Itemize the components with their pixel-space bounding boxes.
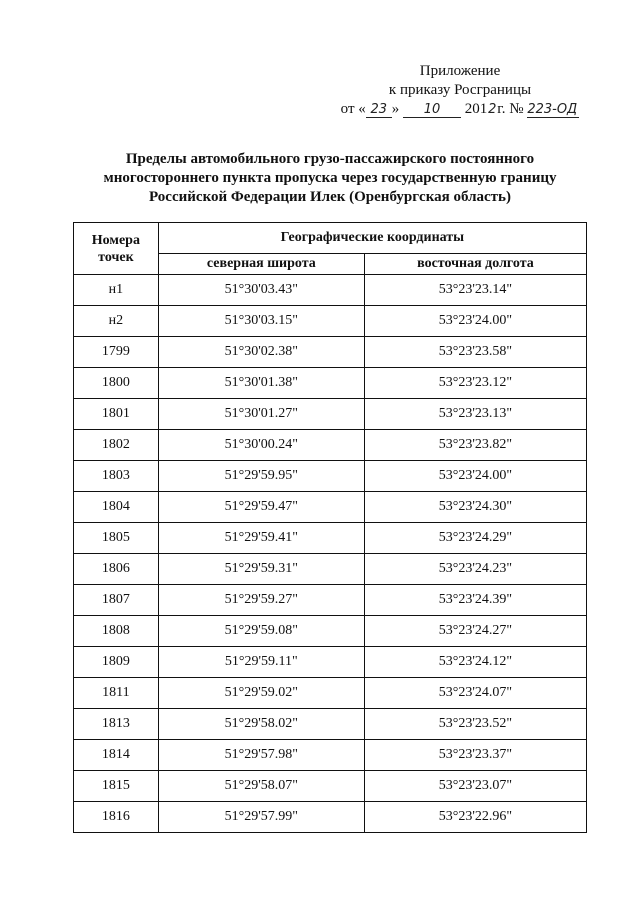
table-row (74, 616, 587, 647)
latitude-cell: 51°29'57.98" (158, 740, 364, 771)
title-line-3: Российской Федерации Илек (Оренбургская область) (149, 189, 511, 205)
table-row (74, 802, 587, 833)
table-row (74, 337, 587, 368)
point-number-cell: н2 (74, 306, 159, 337)
table-row (74, 523, 587, 554)
header-longitude: восточная долгота (364, 254, 586, 275)
order-date-line (341, 100, 580, 119)
longitude-cell: 53°23'24.23" (364, 554, 586, 585)
header-point-numbers-line1: Номера (91, 232, 140, 248)
longitude-cell: 53°23'24.00" (364, 306, 586, 337)
point-number-cell: 1813 (74, 709, 159, 740)
point-number-cell: 1811 (74, 678, 159, 709)
table-row (74, 585, 587, 616)
handwritten-year-digit: 2 (488, 102, 497, 117)
table-row (74, 430, 587, 461)
point-number-cell: 1802 (74, 430, 159, 461)
longitude-cell: 53°23'24.39" (364, 585, 586, 616)
year-suffix: г. № (497, 101, 524, 117)
table-row (74, 740, 587, 771)
table-row (74, 306, 587, 337)
header-latitude: северная широта (158, 254, 364, 275)
longitude-cell: 53°23'24.00" (364, 461, 586, 492)
latitude-cell: 51°29'59.41" (158, 523, 364, 554)
year-prefix: 201 (464, 101, 488, 117)
longitude-cell: 53°23'23.37" (364, 740, 586, 771)
title-line-2: многостороннего пункта пропуска через государственную границу (103, 170, 557, 186)
point-number-cell: 1804 (74, 492, 159, 523)
longitude-cell: 53°23'23.13" (364, 399, 586, 430)
appendix-header (330, 62, 590, 119)
point-number-cell: 1809 (74, 647, 159, 678)
point-number-cell: 1816 (74, 802, 159, 833)
longitude-cell: 53°23'24.30" (364, 492, 586, 523)
table-row (74, 368, 587, 399)
longitude-cell: 53°23'24.29" (364, 523, 586, 554)
table-row (74, 647, 587, 678)
latitude-cell: 51°29'58.07" (158, 771, 364, 802)
table-row (74, 678, 587, 709)
point-number-cell: 1799 (74, 337, 159, 368)
table-row (74, 492, 587, 523)
latitude-cell: 51°29'59.08" (158, 616, 364, 647)
latitude-cell: 51°29'59.02" (158, 678, 364, 709)
title-line-1: Пределы автомобильного грузо-пассажирского постоянного (125, 151, 535, 167)
longitude-cell: 53°23'24.12" (364, 647, 586, 678)
latitude-cell: 51°29'57.99" (158, 802, 364, 833)
latitude-cell: 51°30'02.38" (158, 337, 364, 368)
latitude-cell: 51°30'00.24" (158, 430, 364, 461)
longitude-cell: 53°23'23.58" (364, 337, 586, 368)
header-point-numbers (74, 223, 159, 275)
table-row (74, 399, 587, 430)
appendix-label: Приложение (419, 63, 501, 79)
point-number-cell: н1 (74, 275, 159, 306)
table-row (74, 771, 587, 802)
header-point-numbers-line2: точек (98, 249, 134, 265)
point-number-cell: 1805 (74, 523, 159, 554)
coordinates-table (73, 222, 587, 833)
longitude-cell: 53°23'23.07" (364, 771, 586, 802)
point-number-cell: 1807 (74, 585, 159, 616)
table-row (74, 275, 587, 306)
point-number-cell: 1808 (74, 616, 159, 647)
point-number-cell: 1803 (74, 461, 159, 492)
point-number-cell: 1801 (74, 399, 159, 430)
latitude-cell: 51°29'59.95" (158, 461, 364, 492)
table-row (74, 709, 587, 740)
longitude-cell: 53°23'23.12" (364, 368, 586, 399)
latitude-cell: 51°30'01.38" (158, 368, 364, 399)
latitude-cell: 51°30'03.15" (158, 306, 364, 337)
point-number-cell: 1800 (74, 368, 159, 399)
point-number-cell: 1806 (74, 554, 159, 585)
table-row (74, 554, 587, 585)
latitude-cell: 51°29'59.31" (158, 554, 364, 585)
table-row (74, 461, 587, 492)
longitude-cell: 53°23'24.07" (364, 678, 586, 709)
latitude-cell: 51°29'59.11" (158, 647, 364, 678)
document-title (60, 150, 600, 207)
quote-close: » (391, 101, 400, 117)
handwritten-day: 23 (366, 103, 392, 118)
latitude-cell: 51°30'03.43" (158, 275, 364, 306)
latitude-cell: 51°29'58.02" (158, 709, 364, 740)
latitude-cell: 51°29'59.47" (158, 492, 364, 523)
longitude-cell: 53°23'23.82" (364, 430, 586, 461)
order-reference: к приказу Росграницы (388, 82, 532, 98)
point-number-cell: 1814 (74, 740, 159, 771)
longitude-cell: 53°23'23.14" (364, 275, 586, 306)
longitude-cell: 53°23'22.96" (364, 802, 586, 833)
latitude-cell: 51°29'59.27" (158, 585, 364, 616)
from-prefix: от « (340, 101, 366, 117)
longitude-cell: 53°23'23.52" (364, 709, 586, 740)
longitude-cell: 53°23'24.27" (364, 616, 586, 647)
point-number-cell: 1815 (74, 771, 159, 802)
handwritten-order-number: 223-ОД (527, 103, 579, 118)
handwritten-month: 10 (403, 103, 461, 118)
latitude-cell: 51°30'01.27" (158, 399, 364, 430)
table-body (74, 275, 587, 833)
header-geo-coordinates: Географические координаты (158, 223, 586, 254)
